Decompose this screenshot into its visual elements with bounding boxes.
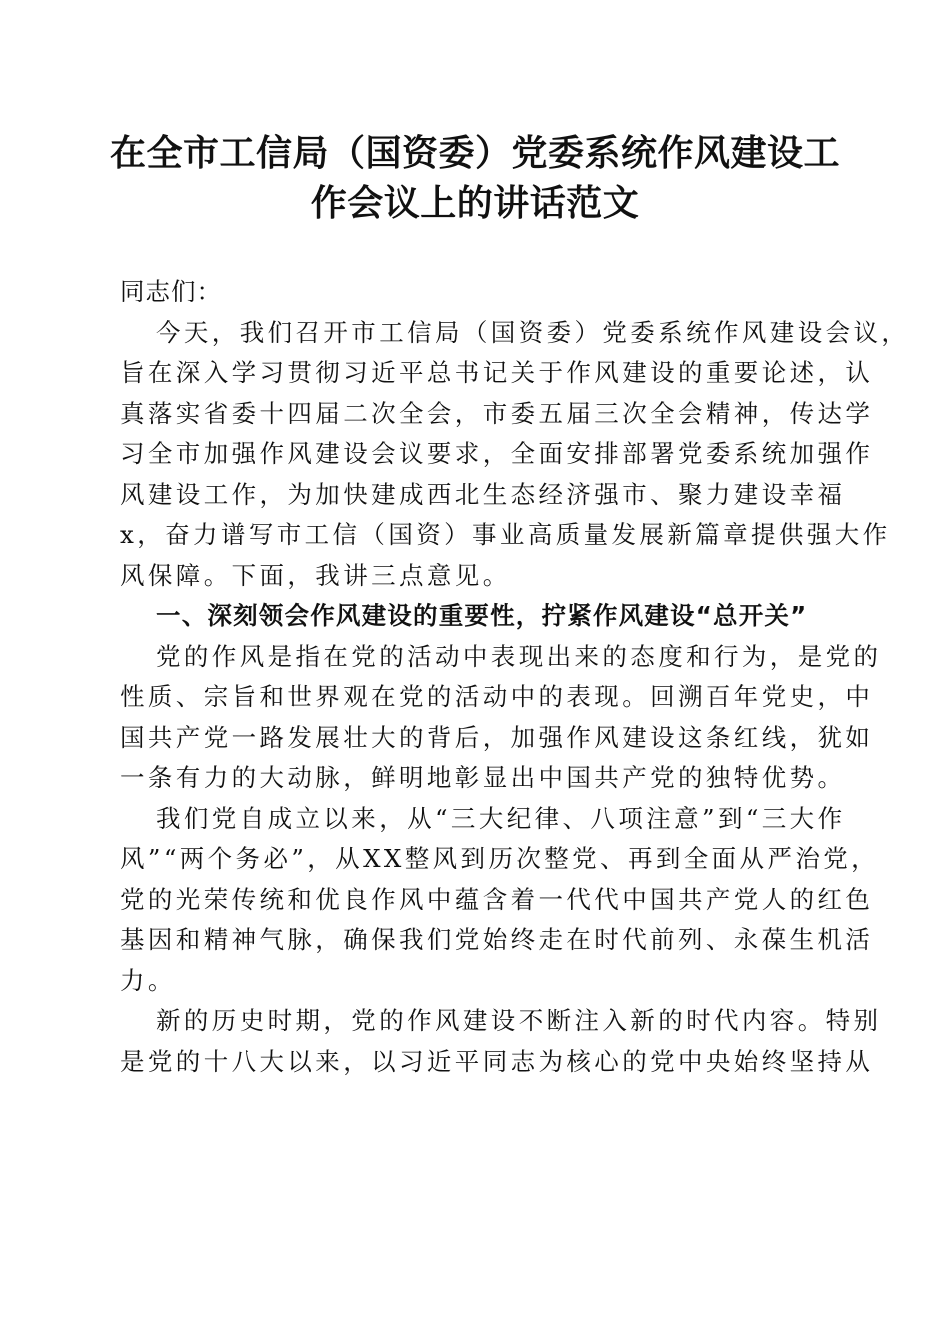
title-line-1: 在全市工信局（国资委）党委系统作风建设工 [109, 132, 840, 174]
paragraph-line: 性质、宗旨和世界观在党的活动中的表现。回溯百年党史，中 [120, 682, 874, 711]
paragraph-line: 今天，我们召开市工信局（国资委）党委系统作风建设会议， [156, 317, 910, 347]
section-heading [120, 596, 832, 637]
paragraph-3 [120, 799, 880, 1002]
paragraph-line: 风保障。下面，我讲三点意见。 [120, 560, 511, 590]
paragraph-line: 习全市加强作风建设会议要求，全面安排部署党委系统加强作 [120, 439, 874, 468]
paragraph-4 [120, 1001, 882, 1082]
greeting: 同志们： [120, 277, 222, 306]
paragraph-line: 风建设工作，为加快建成西北生态经济强市、聚力建设幸福 [120, 479, 846, 509]
paragraph-line: 新的历史时期，党的作风建设不断注入新的时代内容。特别 [156, 1006, 882, 1035]
paragraph-line: x，奋力谱写市工信（国资）事业高质量发展新篇章提供强大作 [120, 520, 891, 549]
paragraph-line: 我们党自成立以来，从“三大纪律、八项注意”到“三大作 [156, 803, 846, 833]
paragraph-line: 一条有力的大动脉，鲜明地彰显出中国共产党的独特优势。 [120, 763, 846, 792]
paragraph-line: 是党的十八大以来，以习近平同志为核心的党中央始终坚持从 [120, 1046, 874, 1076]
paragraph-line: 力。 [120, 965, 176, 995]
paragraph-line: 国共产党一路发展壮大的背后，加强作风建设这条红线，犹如 [120, 722, 874, 752]
section-heading-text: 一、深刻领会作风建设的重要性，拧紧作风建设“总开关” [156, 601, 808, 630]
paragraph-line: 风”“两个务必”，从XX整风到历次整党、再到全面从严治党， [120, 844, 880, 873]
paragraph-2 [120, 637, 882, 799]
paragraph-intro [120, 313, 910, 597]
paragraph-line: 旨在深入学习贯彻习近平总书记关于作风建设的重要论述，认 [120, 358, 874, 387]
paragraph-line: 党的光荣传统和优良作风中蕴含着一代代中国共产党人的红色 [120, 884, 874, 914]
document-body [120, 272, 910, 1082]
paragraph-line: 党的作风是指在党的活动中表现出来的态度和行为，是党的 [156, 641, 882, 671]
title-line-2: 作会议上的讲话范文 [310, 182, 640, 224]
paragraph-line: 真落实省委十四届二次全会，市委五届三次全会精神，传达学 [120, 398, 874, 428]
document-title [100, 128, 850, 228]
paragraph-line: 基因和精神气脉，确保我们党始终走在时代前列、永葆生机活 [120, 925, 874, 954]
